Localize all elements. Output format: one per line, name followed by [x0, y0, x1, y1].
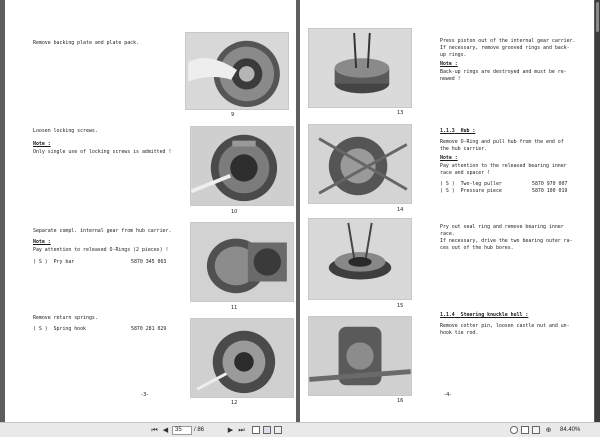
figure-number: 9 — [231, 112, 235, 118]
vertical-scrollbar[interactable] — [595, 0, 600, 422]
section-title: Steering knuckle hull : — [460, 312, 529, 318]
figure-number: 16 — [397, 398, 404, 404]
step-text: Remove O-Ring and pull hub from the end of — [440, 139, 564, 145]
tool-number: 5870 970 007 — [532, 181, 568, 187]
step-text: If necessary, remove grooved rings and back- — [440, 45, 570, 51]
note-label: Note : — [440, 155, 458, 161]
zoom-in-icon[interactable]: ⊕ — [545, 427, 552, 434]
figure-number: 10 — [231, 209, 238, 215]
photo-fig-14 — [308, 124, 412, 204]
figure-number: 14 — [397, 207, 404, 213]
figure-number: 13 — [397, 110, 404, 116]
step-text: Separate compl. internal gear from hub carrier. — [33, 228, 172, 234]
fit-page-icon[interactable] — [263, 426, 271, 434]
step-text: Pry out seal ring and remove bearing inner — [440, 224, 564, 230]
photo-fig-15 — [308, 218, 412, 300]
note-text: Only single use of locking screws is admitted ! — [33, 149, 172, 155]
step-text: Remove cotter pin, loosen castle nut and un- — [440, 323, 570, 329]
tool-label: ( S ) Two-leg puller — [440, 181, 502, 187]
photo-fig-10 — [190, 126, 294, 206]
step-text: Remove backing plate and plate pack. — [33, 40, 139, 46]
bottom-toolbar — [0, 422, 600, 437]
photo-fig-12 — [190, 318, 294, 398]
section-number: 1.1.3 — [440, 128, 455, 134]
page-view-icon[interactable] — [252, 426, 260, 434]
last-page-icon[interactable]: ⏭ — [238, 427, 245, 434]
tool-number: 5870 345 063 — [131, 259, 167, 265]
step-text: the hub carrier. — [440, 146, 488, 152]
first-page-icon[interactable]: ⏮ — [151, 427, 158, 434]
photo-fig-16 — [308, 316, 412, 396]
photo-fig-13 — [308, 28, 412, 108]
note-label: Note : — [33, 239, 51, 245]
scrollbar-thumb[interactable] — [596, 2, 599, 32]
note-text: Back-up rings are destroyed and must be re- — [440, 69, 567, 75]
two-page-icon[interactable] — [274, 426, 282, 434]
page-number: -3- — [141, 392, 149, 398]
step-text: hook tie rod. — [440, 330, 479, 336]
zoom-out-icon[interactable] — [510, 426, 518, 434]
previous-page-icon[interactable]: ◀ — [162, 427, 169, 434]
photo-fig-11 — [190, 222, 294, 302]
next-page-icon[interactable]: ▶ — [227, 427, 234, 434]
tool-label: ( S ) Pry bar — [33, 259, 75, 265]
step-text: up rings. — [440, 52, 467, 58]
tool-icon[interactable] — [532, 426, 540, 434]
figure-number: 15 — [397, 303, 404, 309]
figure-number: 12 — [231, 400, 238, 406]
step-text: Loosen locking screws. — [33, 128, 98, 134]
section-heading — [440, 128, 475, 135]
figure-number: 11 — [231, 305, 238, 311]
tool-number: 5870 100 019 — [532, 188, 568, 194]
step-text: If necessary, drive the two bearing outer ra- — [440, 238, 573, 244]
total-pages: / 86 — [194, 427, 205, 433]
step-text: race. — [440, 231, 455, 237]
step-text: Remove return springs. — [33, 315, 98, 321]
note-text: race and spacer ! — [440, 170, 491, 176]
page-number: -4- — [444, 392, 452, 398]
tool-label: ( S ) Spring hook — [33, 326, 86, 332]
note-label: Note : — [440, 61, 458, 67]
step-text: ces out of the hub bores. — [440, 245, 514, 251]
note-text: Pay attention to released O-Rings (2 pieces) ! — [33, 247, 169, 253]
zoom-level[interactable]: 84.40% — [560, 427, 581, 433]
photo-fig-9 — [185, 32, 289, 110]
note-text: Pay attention to the released bearing inner — [440, 163, 567, 169]
tool-number: 5870 281 029 — [131, 326, 167, 332]
print-icon[interactable] — [521, 426, 529, 434]
page-number-input[interactable]: 35 — [172, 426, 192, 435]
note-label: Note : — [33, 141, 51, 147]
section-number: 1.1.4 — [440, 312, 455, 318]
left-page — [5, 0, 296, 422]
tool-label: ( S ) Pressure piece — [440, 188, 502, 194]
section-heading — [440, 312, 528, 319]
step-text: Press piston out of the internal gear carrier. — [440, 38, 576, 44]
right-page — [300, 0, 594, 422]
section-title: Hub : — [460, 128, 476, 134]
note-text: newed ! — [440, 76, 461, 82]
